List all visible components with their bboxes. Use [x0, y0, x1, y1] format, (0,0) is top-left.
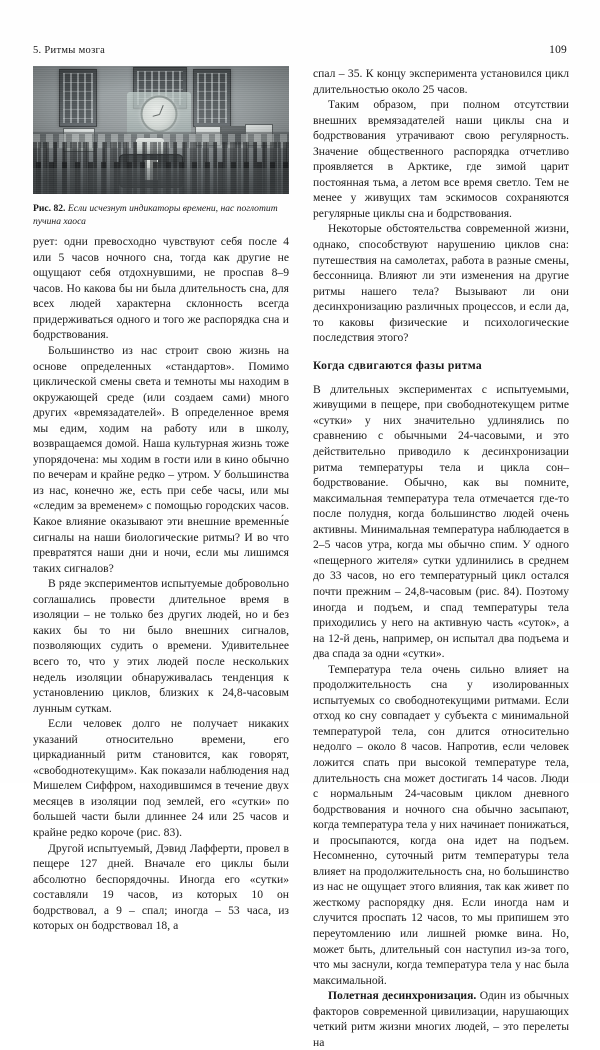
photo-vignette — [33, 66, 289, 194]
figure-caption-text: Если исчезнут индикаторы времени, нас поглотит пучина хаоса — [33, 203, 278, 227]
paragraph: Большинство из нас строит свою жизнь на основе определенных «стандартов». Помимо циклической смены света и темноты мы находим в окружающей среде (или создаем сами) много других «времязадателей». В определенное время мы едим, ходим на работу или в школу, возвращаемся домой. Наша культурная жизнь тоже упорядочена: мы ходим в гости или в кино обычно по вечерам и крайне редко – утром. У большинства из нас, конечно же, есть при себе часы, или мы «следим за временем» с помощью городских часов. Какое влияние оказывают эти внешние временны́е сигналы на наши биологические ритмы? И во что превратятся наши дни и ночи, если мы лишимся таких сигналов? — [33, 344, 289, 575]
figure-82 — [33, 66, 289, 228]
paragraph — [313, 988, 569, 1050]
paragraph: рует: одни превосходно чувствуют себя после 4 или 5 часов ночного сна, тогда как другие не ощущают себя отдохнувшими, не проспав 8–9 часов. Но какова бы ни была длительность сна, для всех людей характерна склонность всегда придерживаться одного и того же распорядка сна и бодрствования. — [33, 235, 289, 342]
paragraph: спал – 35. К концу эксперимента установился цикл длительностью около 25 часов. — [313, 67, 569, 96]
figure-label: Рис. 82. — [33, 203, 66, 214]
paragraph: В ряде экспериментов испытуемые добровольно соглашались провести длительное время в изоляции – не только без других людей, но и без каких бы то ни было внешних сигналов, позволяющих судить о времени. Удивительнее всего то, что у этих людей после нескольких недель изоляции обнаруживалась тенденция к установлению циклов, близких к 24,8-часовым лунным суткам. — [33, 577, 289, 715]
paragraph: Температура тела очень сильно влияет на продолжительность сна у изолированных испытуемых со свободнотекущими ритмами. Если отход ко сну совпадает у субъекта с минимальной температурой тела, сон длится относительно недолго – около 8 часов. Напротив, если человек ложится спать при высокой температуре тела, длительность сна может достигать 14 часов. Люди с нормальным 24-часовым циклом дневного бодрствования и ночного сна обычно засыпают, когда температура тела у них начинает понижаться, и просыпаются, когда она идет на подъем. Несомненно, суточный ритм температуры тела влияет на продолжительность сна, но большинство из нас не ощущает этого влияния, так как живет по жесткому распорядку дня. Если иногда нам и случится проспать 12 часов, то мы припишем это переутомлению или лишней рюмке вина. Но, может быть, длительный сон наступил из-за того, что мы заснули, когда температура тела у нас была максимальной. — [313, 662, 569, 987]
paragraph: В длительных экспериментах с испытуемыми, живущими в пещере, при свободнотекущем ритме «сутки» у них значительно удлинялись по сравнению с обычными 24-часовыми, и это действительно приводило к десинхронизации ритма температуры тела и цикла сон–бодрствование. Обычно, как вы помните, максимальная температура тела отмечается где-то после полудня, когда большинство людей очень активны. Минимальная температура наблюдается в 2–5 часов утра, когда мы обычно спим. У одного «пещерного жителя» сутки удлинились в среднем до 33 часов, но его температурный цикл остался почти прежним – 24,8-часовым (рис. 84). Поэтому иногда и подъем, и спад температуры тела приходились у него на активную часть «суток», а на 12-й день, например, он испытал два подъема и два спада за одни «сутки». — [313, 382, 569, 661]
page-number: 109 — [549, 44, 567, 56]
right-column — [313, 66, 569, 1050]
chapter-title: 5. Ритмы мозга — [33, 45, 106, 56]
left-column — [33, 66, 289, 934]
running-head — [33, 44, 567, 60]
paragraph: Некоторые обстоятельства современной жизни, однако, способствуют нарушению циклов сна: путешествия на самолетах, работа в разные смены, бессонница. Влияют ли эти изменения на другие ритмы нашего тела? Вызывают ли они десинхронизацию различных процессов, и если да, то каковы физические и психологические последствия этого? — [313, 222, 569, 345]
paragraph-text: Один из обычных факторов современной цивилизации, нарушающих четкий ритм жизни многих людей, – это перелеты на — [313, 989, 569, 1049]
section-subheading: Когда сдвигаются фазы ритма — [313, 358, 483, 372]
two-column-body — [33, 66, 569, 1049]
paragraph-lead-in: Полетная десинхронизация. — [328, 989, 477, 1003]
paragraph: Если человек долго не получает никаких указаний относительно времени, его циркадианный ритм становится, как говорят, «свободнотекущим». Как показали наблюдения над Мишелем Сиффром, находившимся в течение двух месяцев в изоляции под землей, его «сутки» по большей части были длиннее 24 или 25 часов и крайне редко короче (рис. 83). — [33, 717, 289, 839]
paragraph: Таким образом, при полном отсутствии внешних времязадателей наши циклы сна и бодрствования утрачивают свою регулярность. Значение общественного распорядка отчетливо проявляется в Арктике, где зимой царит постоянная тьма, а летом все время светло. Тем не менее у живущих там эскимосов сохраняются регулярные циклы сна и бодрствования. — [313, 98, 569, 220]
figure-photo — [33, 66, 289, 194]
figure-caption — [33, 203, 289, 228]
paragraph: Другой испытуемый, Дэвид Лафферти, провел в пещере 127 дней. Вначале его циклы были абсолютно беспорядочны. Иногда его «сутки» составляли 19 часов, из которых 10 он бодрствовал, а 9 – спал; иногда – 53 часа, из которых он бодрствовал 18, а — [33, 841, 289, 933]
